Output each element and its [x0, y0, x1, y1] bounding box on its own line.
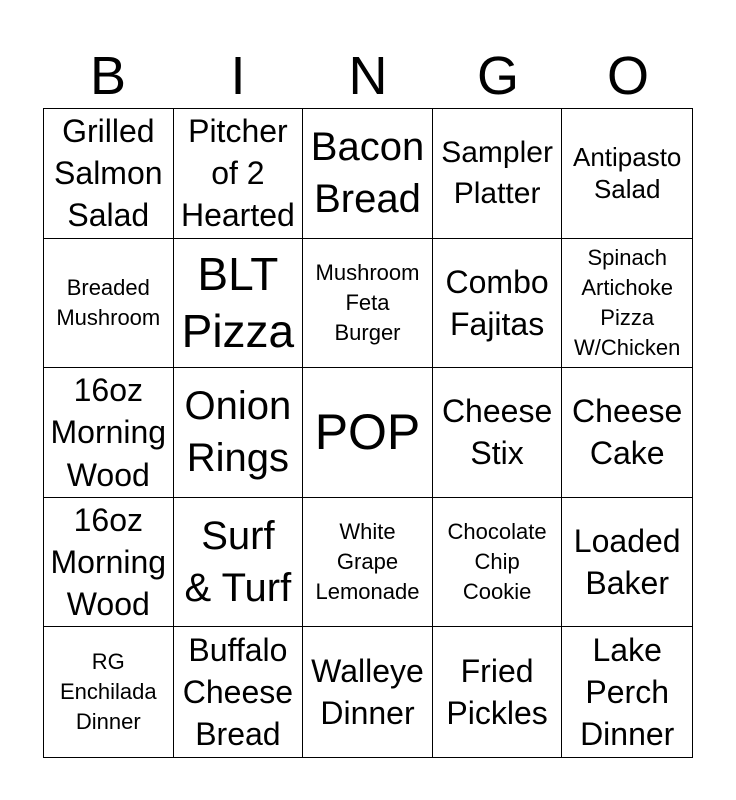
cell-label: Spinach Artichoke Pizza W/Chicken [574, 245, 681, 360]
bingo-board [43, 108, 693, 758]
header-letter-o: O [606, 46, 649, 106]
cell-label: Walleye Dinner [311, 652, 424, 732]
cell-label: Combo Fajitas [445, 263, 549, 342]
bingo-cell-r4-c3[interactable] [303, 498, 433, 628]
header-letter-n: N [348, 46, 388, 106]
cell-label: Cheese Cake [572, 393, 683, 472]
cell-label: POP [314, 403, 421, 460]
cell-label: Lake Perch Dinner [580, 631, 675, 753]
bingo-cell-r3-c3[interactable] [303, 368, 433, 498]
header-letter-g: G [476, 46, 519, 106]
bingo-cell-r3-c4[interactable] [433, 368, 563, 498]
bingo-cell-r4-c5[interactable] [562, 498, 692, 628]
bingo-cell-r5-c4[interactable] [433, 627, 563, 757]
bingo-cell-r1-c4[interactable] [433, 109, 563, 239]
cell-label: Chocolate Chip Cookie [447, 519, 547, 605]
bingo-cell-r2-c3[interactable] [303, 239, 433, 369]
bingo-header [43, 42, 693, 108]
bingo-cell-r2-c4[interactable] [433, 239, 563, 369]
cell-label: Bacon Bread [310, 125, 425, 222]
cell-label: Breaded Mushroom [56, 274, 161, 330]
bingo-cell-r1-c3[interactable] [303, 109, 433, 239]
cell-label: Sampler Platter [441, 135, 553, 211]
bingo-cell-r5-c1[interactable] [44, 627, 174, 757]
cell-label: RG Enchilada Dinner [59, 649, 157, 735]
bingo-cell-r3-c5[interactable] [562, 368, 692, 498]
cell-label: Buffalo Cheese Bread [182, 631, 294, 753]
bingo-cell-r1-c5[interactable] [562, 109, 692, 239]
cell-label: Surf & Turf [184, 514, 292, 611]
cell-label: Antipasto Salad [572, 141, 682, 205]
bingo-cell-r4-c1[interactable] [44, 498, 174, 628]
bingo-cell-r3-c1[interactable] [44, 368, 174, 498]
cell-label: Pitcher of 2 Hearted [180, 112, 295, 234]
bingo-cell-r5-c3[interactable] [303, 627, 433, 757]
cell-label: Fried Pickles [446, 652, 548, 732]
header-letter-i: I [230, 46, 246, 106]
cell-label: BLT Pizza [181, 247, 295, 357]
bingo-cell-r3-c2[interactable] [174, 368, 304, 498]
cell-label: 16oz Morning Wood [50, 372, 167, 493]
cell-label: Loaded Baker [573, 522, 681, 602]
bingo-cell-r5-c5[interactable] [562, 627, 692, 757]
cell-label: 16oz Morning Wood [50, 501, 167, 623]
header-letter-b: B [89, 46, 127, 106]
bingo-cell-r1-c1[interactable] [44, 109, 174, 239]
bingo-cell-r2-c2[interactable] [174, 239, 304, 369]
bingo-cell-r5-c2[interactable] [174, 627, 304, 757]
cell-label: Cheese Stix [441, 393, 553, 472]
bingo-cell-r1-c2[interactable] [174, 109, 304, 239]
bingo-cell-r2-c5[interactable] [562, 239, 692, 369]
bingo-cell-r4-c2[interactable] [174, 498, 304, 628]
cell-label: Onion Rings [184, 384, 292, 481]
bingo-cell-r2-c1[interactable] [44, 239, 174, 369]
cell-label: Mushroom Feta Burger [315, 260, 420, 345]
cell-label: White Grape Lemonade [315, 519, 420, 605]
cell-label: Grilled Salmon Salad [54, 112, 163, 234]
bingo-cell-r4-c4[interactable] [433, 498, 563, 628]
